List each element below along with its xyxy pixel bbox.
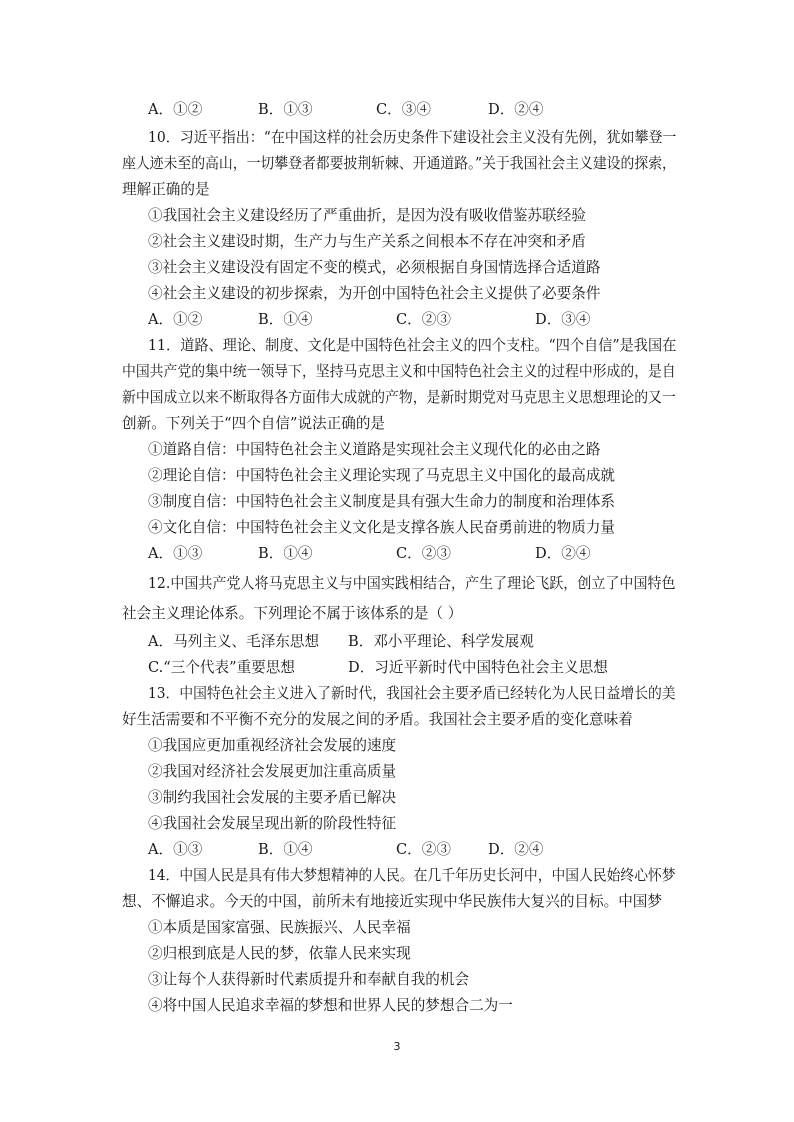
q11-stem-line-2: 中国共产党的集中统一领导下，坚持马克思主义和中国特色社会主义的过程中形成的，是自 bbox=[122, 363, 676, 380]
q11-stem-line-4: 创新。下列关于“四个自信”说法正确的是 bbox=[122, 415, 386, 432]
q11-option-d: D．②④ bbox=[535, 545, 591, 562]
q11-stem-line-1: 11．道路、理论、制度、文化是中国特色社会主义的四个支柱。“四个自信”是我国在 bbox=[148, 337, 677, 354]
q13-stem-line-2: 好生活需要和不平衡不充分的发展之间的矛盾。我国社会主要矛盾的变化意味着 bbox=[122, 711, 633, 728]
q13-option-c: C．②③ bbox=[396, 841, 451, 858]
q11-statement-1: ①道路自信：中国特色社会主义道路是实现社会主义现代化的必由之路 bbox=[148, 441, 601, 458]
q12-option-c: C.“三个代表”重要思想 bbox=[148, 659, 295, 676]
q11-stem-line-3: 新中国成立以来不断取得各方面伟大成就的产物，是新时期党对马克思主义思想理论的又一 bbox=[122, 389, 676, 406]
q14-stem-line-1: 14．中国人民是具有伟大梦想精神的人民。在几千年历史长河中，中国人民始终心怀梦 bbox=[148, 867, 676, 884]
q12-option-b: B．邓小平理论、科学发展观 bbox=[348, 633, 534, 650]
q11-statement-4: ④文化自信：中国特色社会主义文化是支撑各族人民奋勇前进的物质力量 bbox=[148, 519, 616, 536]
q11-option-a: A．①③ bbox=[148, 545, 203, 562]
q12-stem-line-2: 社会主义理论体系。下列理论不属于该体系的是（ ） bbox=[122, 605, 463, 622]
q12-stem-line-1: 12.中国共产党人将马克思主义与中国实践相结合，产生了理论飞跃，创立了中国特色 bbox=[148, 575, 676, 592]
q11-option-c: C．②③ bbox=[396, 545, 451, 562]
q14-statement-2: ②归根到底是人民的梦，依靠人民来实现 bbox=[148, 945, 411, 962]
q10-option-d: D．③④ bbox=[535, 311, 591, 328]
q10-option-c: C．②③ bbox=[396, 311, 451, 328]
q10-statement-3: ③社会主义建设没有固定不变的模式，必须根据自身国情选择合适道路 bbox=[148, 259, 601, 276]
q12-option-d: D．习近平新时代中国特色社会主义思想 bbox=[348, 659, 608, 676]
q11-option-b: B．①④ bbox=[258, 545, 313, 562]
q13-statement-2: ②我国对经济社会发展更加注重高质量 bbox=[148, 763, 397, 780]
q14-statement-1: ①本质是国家富强、民族振兴、人民幸福 bbox=[148, 919, 411, 936]
q13-statement-4: ④我国社会发展呈现出新的阶段性特征 bbox=[148, 815, 397, 832]
q9-option-c: C．③④ bbox=[376, 101, 431, 118]
q13-statement-1: ①我国应更加重视经济社会发展的速度 bbox=[148, 737, 397, 754]
q10-statement-2: ②社会主义建设时期，生产力与生产关系之间根本不存在冲突和矛盾 bbox=[148, 233, 586, 250]
q13-stem-line-1: 13．中国特色社会主义进入了新时代，我国社会主要矛盾已经转化为人民日益增长的美 bbox=[148, 685, 676, 702]
q9-option-b: B．①③ bbox=[258, 101, 313, 118]
q13-option-d: D．②④ bbox=[488, 841, 544, 858]
q10-stem-line-1: 10．习近平指出：“在中国这样的社会历史条件下建设社会主义没有先例，犹如攀登一 bbox=[148, 129, 677, 146]
q11-statement-2: ②理论自信：中国特色社会主义理论实现了马克思主义中国化的最高成就 bbox=[148, 467, 616, 484]
q10-statement-4: ④社会主义建设的初步探索，为开创中国特色社会主义提供了必要条件 bbox=[148, 285, 601, 302]
q10-statement-1: ①我国社会主义建设经历了严重曲折，是因为没有吸收借鉴苏联经验 bbox=[148, 207, 586, 224]
q12-option-a: A．马列主义、毛泽东思想 bbox=[148, 633, 320, 650]
q9-option-d: D．②④ bbox=[488, 101, 544, 118]
q9-option-a: A．①② bbox=[148, 101, 203, 118]
q14-statement-3: ③让每个人获得新时代素质提升和奉献自我的机会 bbox=[148, 971, 470, 988]
q13-option-b: B．①④ bbox=[258, 841, 313, 858]
q10-stem-line-2: 座人迹未至的高山，一切攀登者都要披荆斩棘、开通道路。”关于我国社会主义建设的探索， bbox=[122, 155, 676, 172]
q10-option-a: A．①② bbox=[148, 311, 203, 328]
q14-stem-line-2: 想、不懈追求。今天的中国，前所未有地接近实现中华民族伟大复兴的目标。中国梦 bbox=[122, 893, 662, 910]
q10-stem-line-3: 理解正确的是 bbox=[122, 181, 210, 198]
q13-option-a: A．①③ bbox=[148, 841, 203, 858]
q14-statement-4: ④将中国人民追求幸福的梦想和世界人民的梦想合二为一 bbox=[148, 997, 513, 1014]
q10-option-b: B．①④ bbox=[258, 311, 313, 328]
q13-statement-3: ③制约我国社会发展的主要矛盾已解决 bbox=[148, 789, 397, 806]
page-number: 3 bbox=[393, 1040, 401, 1053]
q11-statement-3: ③制度自信：中国特色社会主义制度是具有强大生命力的制度和治理体系 bbox=[148, 493, 616, 510]
